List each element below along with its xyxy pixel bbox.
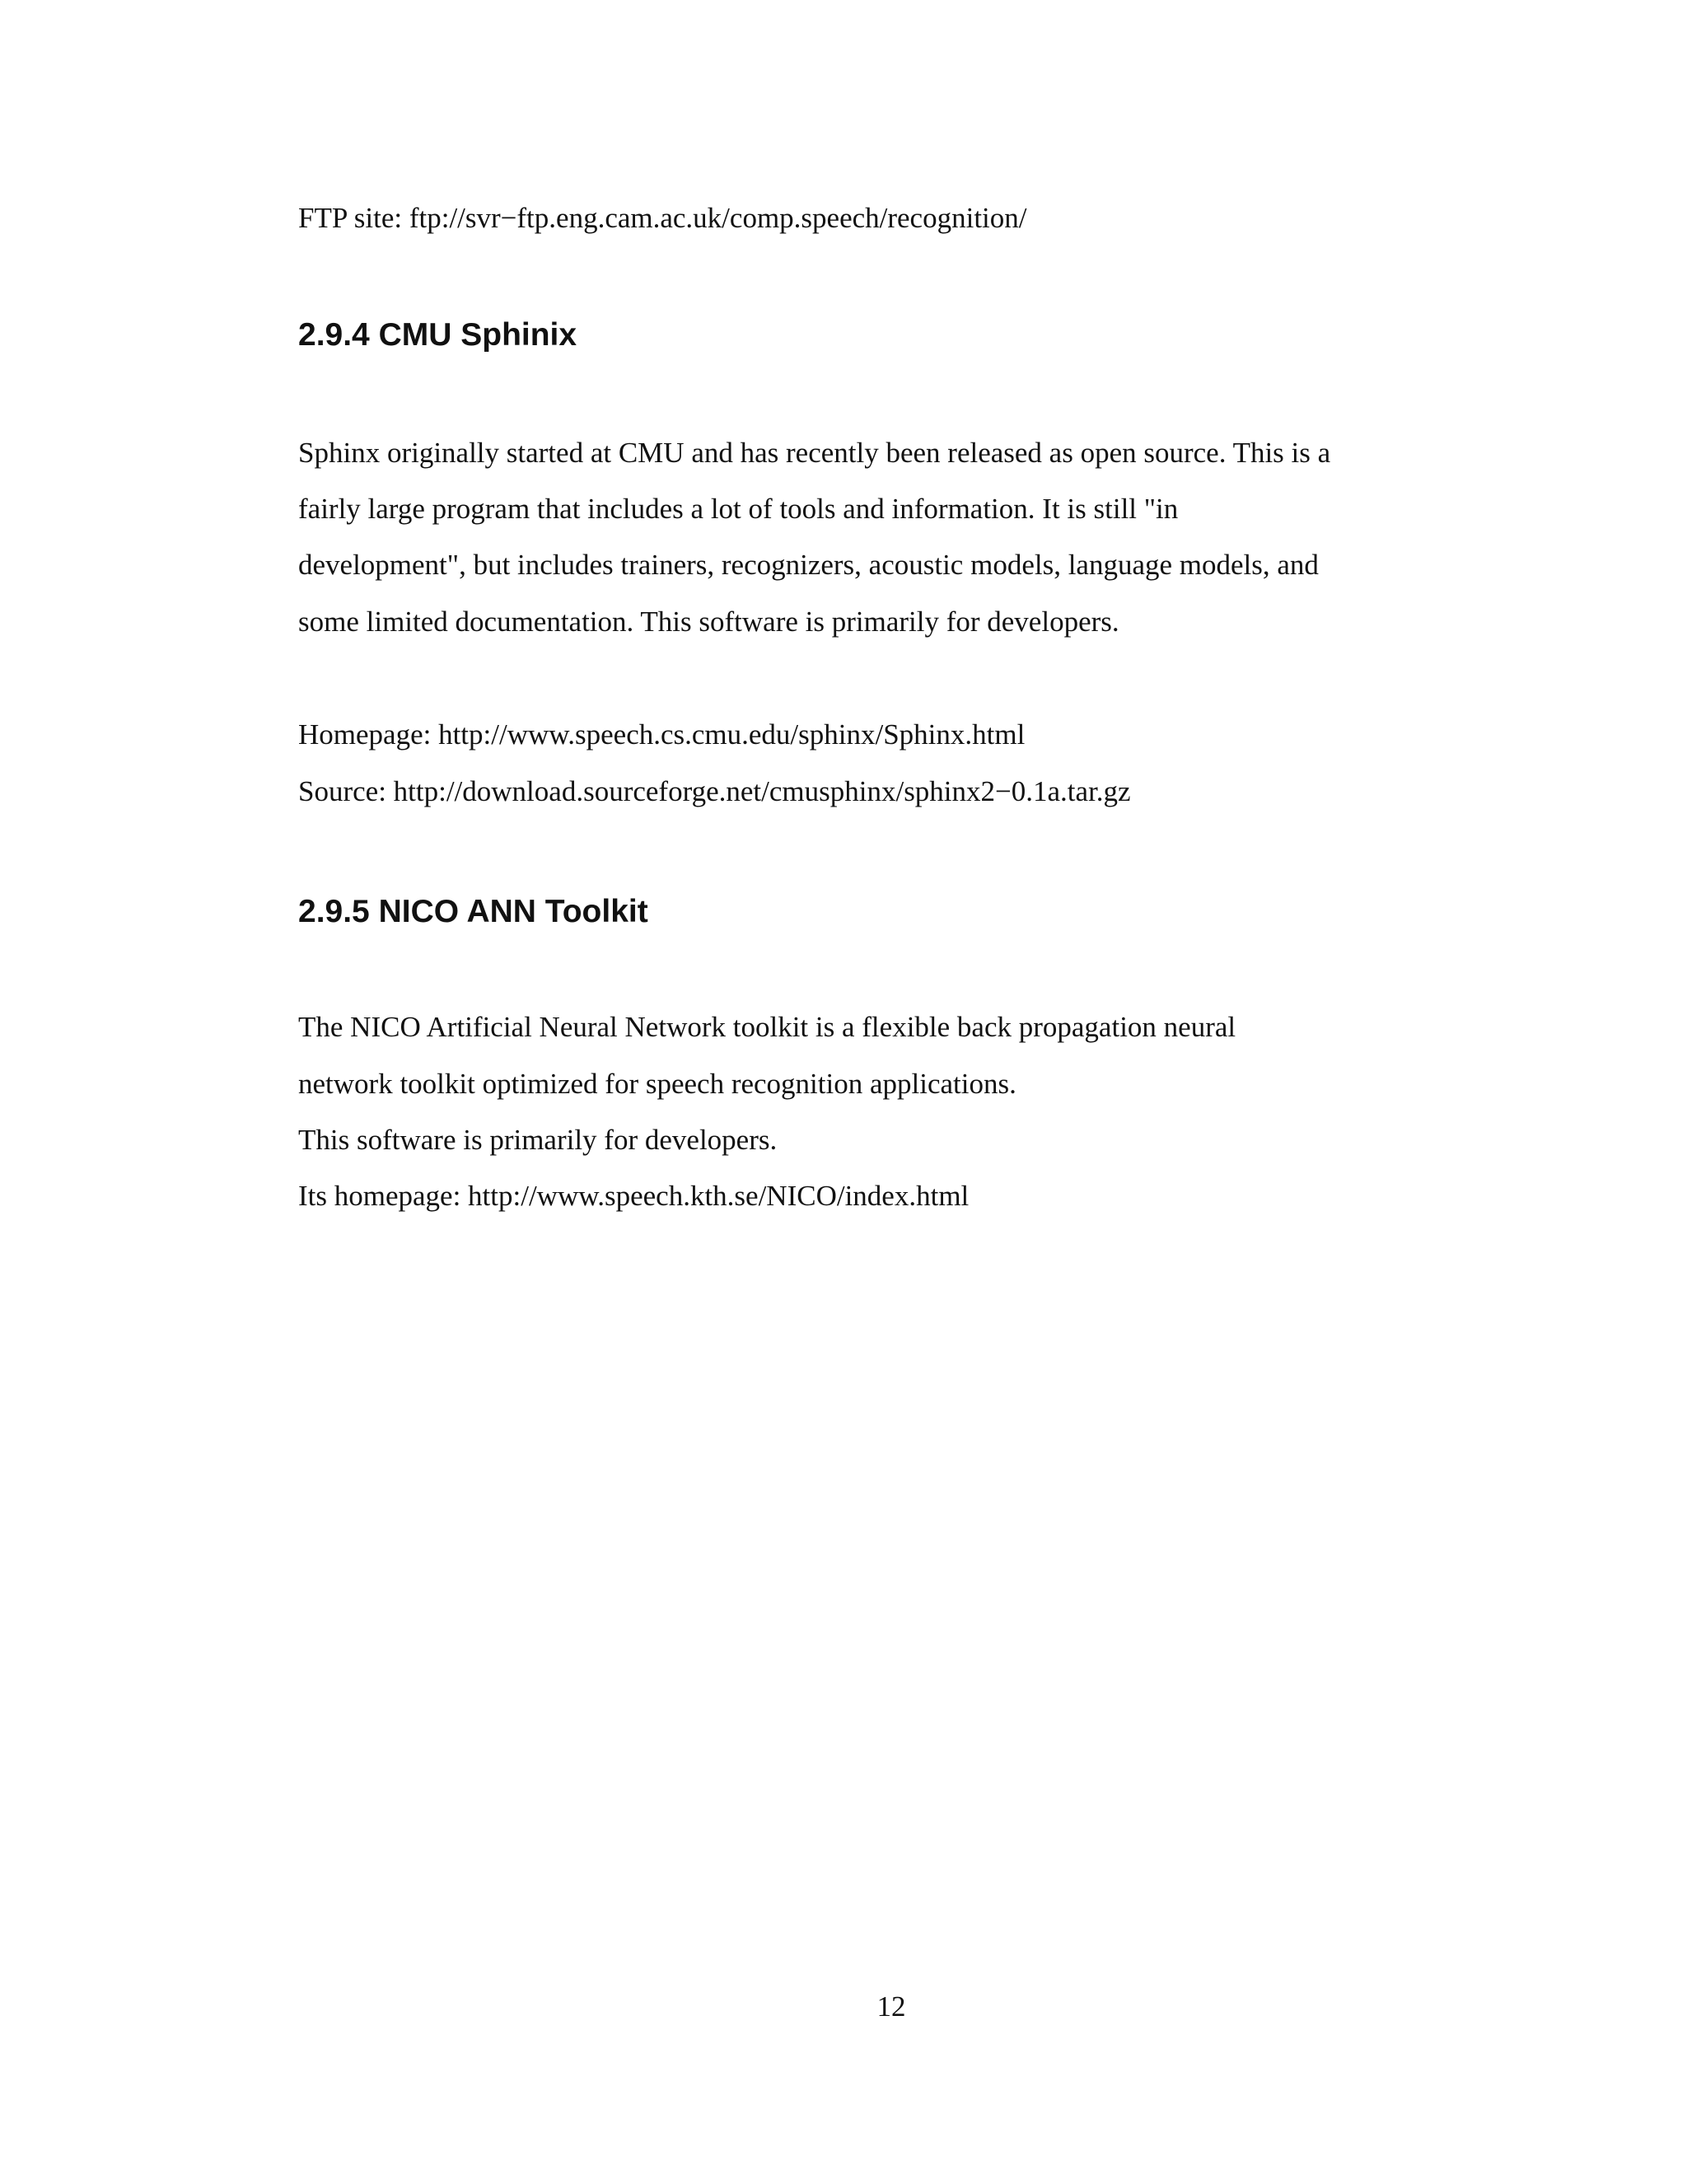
source-line: Source: http://download.sourceforge.net/cmusphinx/sphinx2−0.1a.tar.gz [298, 775, 1131, 807]
paragraph-line: The NICO Artificial Neural Network toolkit is a flexible back propagation neural [298, 1011, 1236, 1043]
page-number: 12 [876, 1990, 906, 2023]
paragraph-line: This software is primarily for developers. [298, 1124, 778, 1156]
paragraph-line: fairly large program that includes a lot of tools and information. It is still "in [298, 493, 1179, 525]
homepage-line: Homepage: http://www.speech.cs.cmu.edu/sphinx/Sphinx.html [298, 718, 1026, 751]
ftp-site-line: FTP site: ftp://svr−ftp.eng.cam.ac.uk/comp.speech/recognition/ [298, 202, 1027, 234]
paragraph-line: development", but includes trainers, recognizers, acoustic models, language models, and [298, 549, 1319, 581]
homepage-line: Its homepage: http://www.speech.kth.se/NICO/index.html [298, 1180, 970, 1212]
section-heading-nico-ann-toolkit: 2.9.5 NICO ANN Toolkit [298, 894, 648, 929]
paragraph-line: network toolkit optimized for speech recognition applications. [298, 1068, 1016, 1100]
paragraph-line: some limited documentation. This software is primarily for developers. [298, 606, 1119, 638]
section-heading-cmu-sphinx: 2.9.4 CMU Sphinix [298, 317, 577, 353]
paragraph-line: Sphinx originally started at CMU and has recently been released as open source. This is a [298, 437, 1331, 469]
